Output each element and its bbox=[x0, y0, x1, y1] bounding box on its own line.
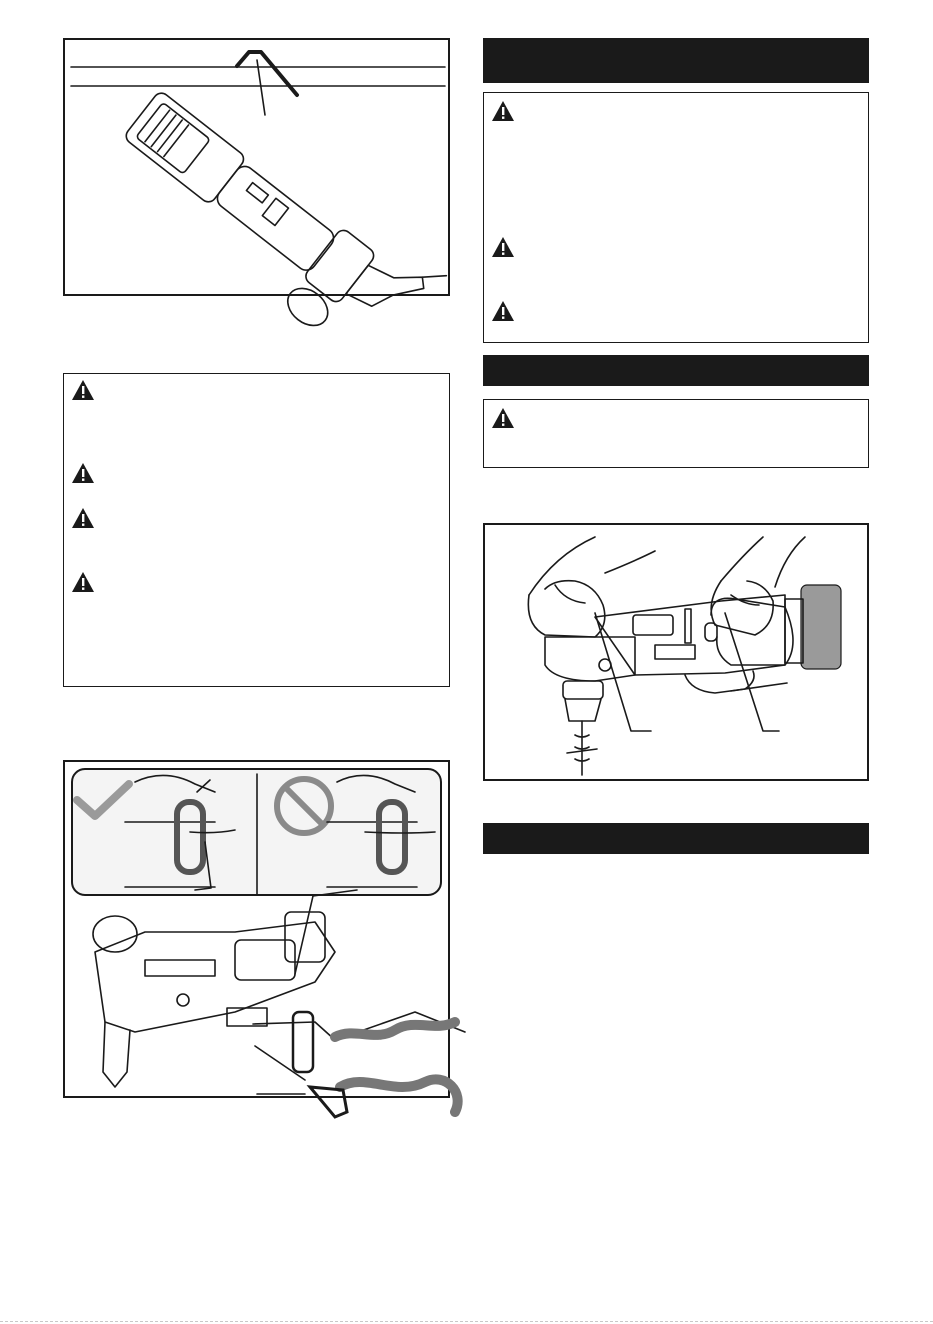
warning-triangle-icon bbox=[492, 408, 514, 428]
check-mark-icon bbox=[77, 784, 129, 816]
warning-triangle-icon bbox=[72, 463, 94, 483]
page-bottom-edge bbox=[0, 1321, 933, 1323]
warning-triangle-icon bbox=[492, 301, 514, 321]
figure-operation bbox=[483, 523, 869, 781]
section-header-3 bbox=[483, 823, 869, 854]
section-header-2 bbox=[483, 355, 869, 386]
warning-triangle-icon bbox=[72, 508, 94, 528]
operation-illustration bbox=[485, 525, 867, 779]
prohibited-icon bbox=[277, 779, 331, 833]
warning-box-right-2 bbox=[483, 399, 869, 468]
lanyard-illustration bbox=[65, 762, 448, 1096]
warning-triangle-icon bbox=[492, 237, 514, 257]
section-header-1 bbox=[483, 38, 869, 83]
warning-box-right-1 bbox=[483, 92, 869, 343]
warning-triangle-icon bbox=[492, 101, 514, 121]
figure-lanyard bbox=[63, 760, 450, 1098]
warning-triangle-icon bbox=[72, 572, 94, 592]
warning-box-left bbox=[63, 373, 450, 687]
figure-tool-hanging bbox=[63, 38, 450, 296]
warning-triangle-icon bbox=[72, 380, 94, 400]
tool-hanging-illustration bbox=[65, 40, 448, 294]
